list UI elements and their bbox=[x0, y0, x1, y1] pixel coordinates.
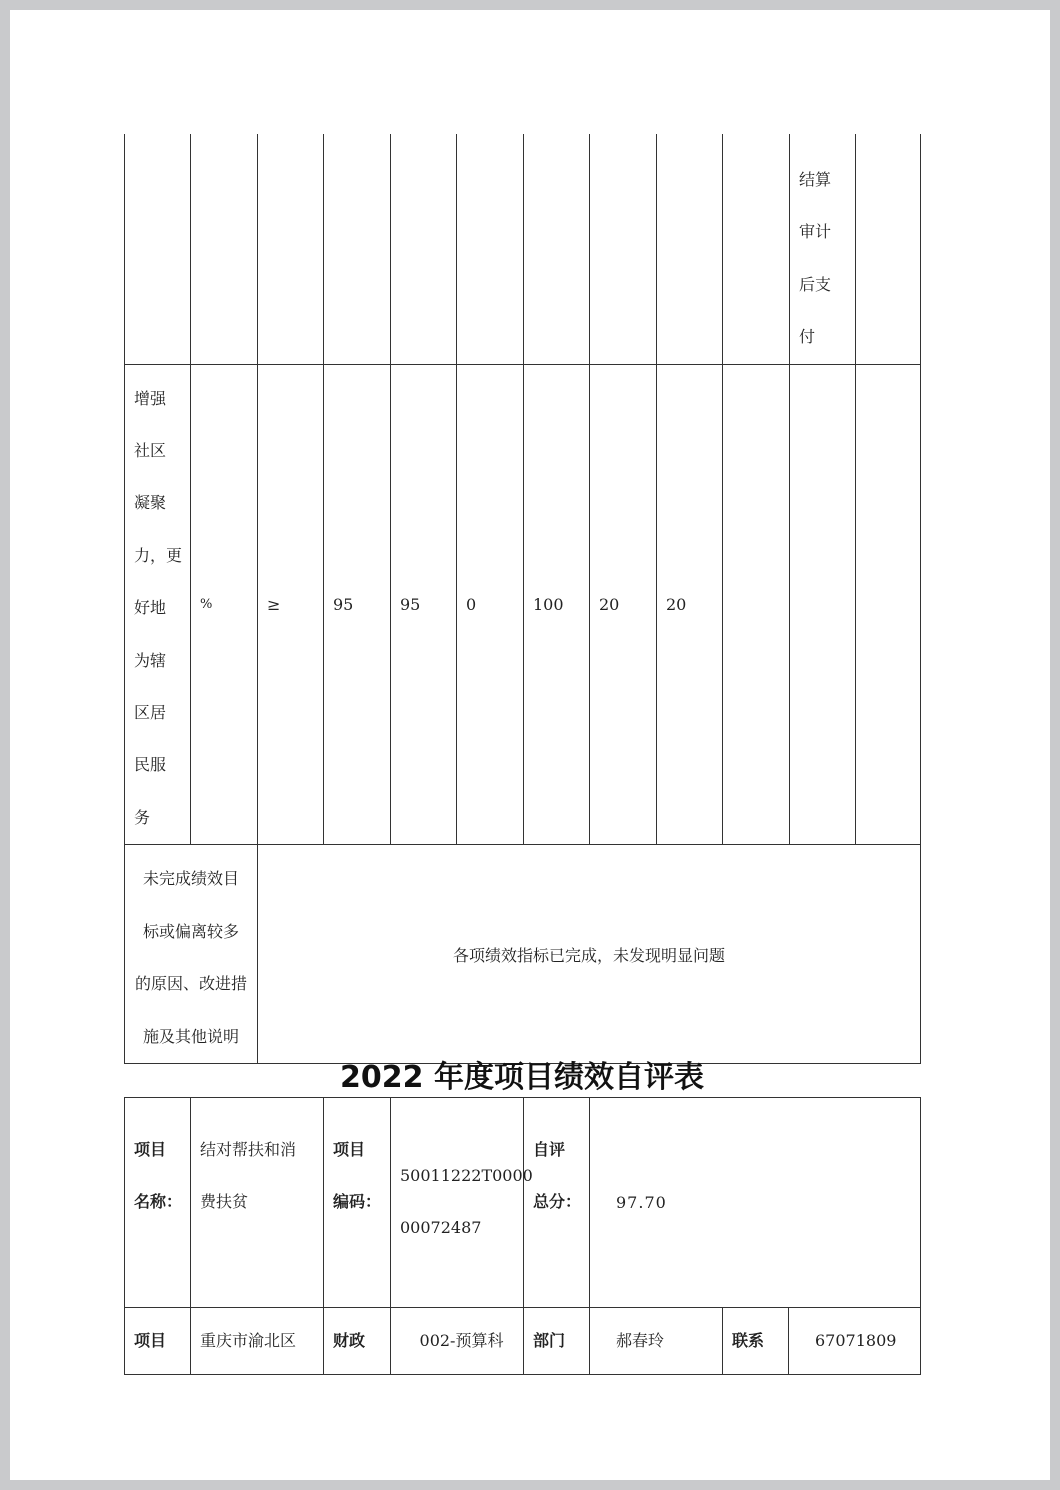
table-row bbox=[125, 845, 921, 1064]
value-cell: 95 bbox=[324, 364, 391, 845]
indicator-table-continued bbox=[124, 134, 921, 1064]
value-cell: 100 bbox=[524, 364, 590, 845]
explanation-text: 各项绩效指标已完成，未发现明显问题 bbox=[258, 845, 921, 1064]
phone-value: 67071809 bbox=[789, 1308, 921, 1375]
district-value: 重庆市渝北区 bbox=[191, 1308, 324, 1375]
table-row bbox=[125, 364, 921, 845]
project-name-label: 项目 名称： bbox=[125, 1098, 191, 1308]
finance-label: 财政 bbox=[324, 1308, 391, 1375]
finance-dept-value: 002-预算科 bbox=[391, 1308, 524, 1375]
department-label: 部门 bbox=[524, 1308, 590, 1375]
form-title: 2022 年度项目绩效自评表 bbox=[340, 1060, 704, 1095]
project-label: 项目 bbox=[125, 1308, 191, 1375]
explanation-label: 未完成绩效目 标或偏离较多 的原因、改进措 施及其他说明 bbox=[125, 845, 258, 1064]
table-row bbox=[125, 134, 921, 364]
value-cell: 95 bbox=[391, 364, 457, 845]
value-cell: 0 bbox=[457, 364, 524, 845]
operator-cell: ≥ bbox=[258, 364, 324, 845]
table-row bbox=[125, 1308, 921, 1375]
contact-person-value: 郝春玲 bbox=[590, 1308, 723, 1375]
project-code-label: 项目 编码： bbox=[324, 1098, 391, 1308]
payment-note-cell: 结算 审计 后支 付 bbox=[790, 134, 856, 364]
total-score-label: 自评 总分： bbox=[524, 1098, 590, 1308]
total-score-value: 97.70 bbox=[590, 1098, 921, 1308]
project-code-value: 50011222T0000 00072487 bbox=[391, 1098, 524, 1308]
project-name-value: 结对帮扶和消 费扶贫 bbox=[191, 1098, 324, 1308]
self-evaluation-table bbox=[124, 1097, 921, 1375]
value-cell: 20 bbox=[657, 364, 723, 845]
value-cell: 20 bbox=[590, 364, 657, 845]
table-row bbox=[125, 1098, 921, 1308]
unit-cell: % bbox=[191, 364, 258, 845]
contact-label: 联系 bbox=[723, 1308, 789, 1375]
indicator-name-cell: 增强 社区 凝聚 力，更 好地 为辖 区居 民服 务 bbox=[125, 364, 191, 845]
